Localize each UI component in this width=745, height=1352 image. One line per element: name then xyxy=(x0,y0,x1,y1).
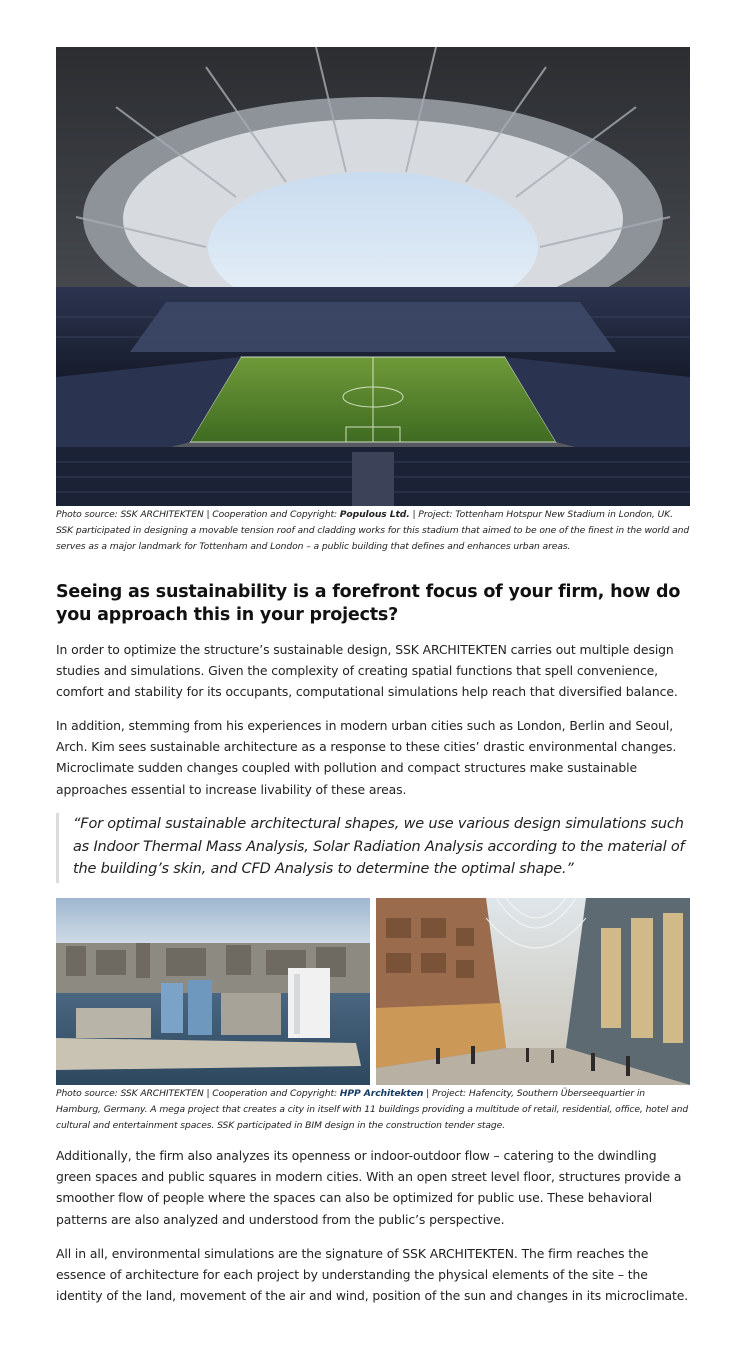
paragraph-openness: Additionally, the firm also analyzes its openness or indoor-outdoor flow – catering to the dwindling green spaces and public squares in modern cities. With an open street level floor, structures provide a smoother flow of people where the spaces can also be optimized for public use. These behavioral patterns are also analyzed and understood from the public’s perspective. xyxy=(56,1148,682,1227)
paragraph-urban-cities: In addition, stemming from his experiences in modern urban cities such as London, Berlin and Seoul, Arch. Kim sees sustainable architecture as a response to these cities’ drastic environmental changes. Microclimate sudden changes coupled with pollution and compact structures make sustainable approaches essential to increase livability of these areas. xyxy=(56,718,677,797)
stadium-photo xyxy=(56,47,690,506)
populous-credit-link[interactable]: Populous Ltd. xyxy=(339,509,410,520)
pull-quote-text: “For optimal sustainable architectural shapes, we use various design simulations such as Indoor Thermal Mass Analysis, Solar Radiation Analysis according to the material of the building’s skin, and CFD Analysis to determine the optimal shape.” xyxy=(73,816,685,877)
paragraph-simulations: In order to optimize the structure’s sustainable design, SSK ARCHITEKTEN carries out multiple design studies and simulations. Given the complexity of creating spatial functions that spell convenience, comfort and stability for its occupants, computational simulations help reach that diversified balance. xyxy=(56,642,678,700)
hafencity-aerial-illustration xyxy=(56,898,370,1085)
caption-text: | Project: Tottenham Hotspur New Stadium in London, UK. SSK participated in designing a movable tension roof and cladding works for this stadium that aimed to be one of the finest in the world and serves as a major landmark for Tottenham and London – a public building that defines and enhances urban areas. xyxy=(56,509,690,552)
caption-text: | Project: Hafencity, Southern Überseequartier in Hamburg, Germany. A mega project that creates a city in itself with 11 buildings providing a multitude of retail, residential, office, hotel and cultural and entertainment spaces. SSK participated in BIM design in the construction tender stage. xyxy=(56,1088,689,1131)
stadium-caption xyxy=(56,507,690,555)
pull-quote xyxy=(56,813,690,883)
stadium-illustration xyxy=(56,47,690,506)
section-heading: Seeing as sustainability is a forefront focus of your firm, how do you approach this in your projects? xyxy=(56,582,681,625)
hafencity-aerial-photo xyxy=(56,898,370,1085)
hpp-credit-link[interactable]: HPP Architekten xyxy=(339,1088,424,1099)
paragraph-signature: All in all, environmental simulations are the signature of SSK ARCHITEKTEN. The firm reaches the essence of architecture for each project by understanding the physical elements of the site – the identity of the land, movement of the air and wind, position of the sun and changes in its microclimate. xyxy=(56,1246,689,1304)
caption-text: Photo source: SSK ARCHITEKTEN | Cooperation and Copyright: xyxy=(56,509,340,520)
hafencity-street-illustration xyxy=(376,898,690,1085)
hafencity-street-photo xyxy=(376,898,690,1085)
caption-text: Photo source: SSK ARCHITEKTEN | Cooperation and Copyright: xyxy=(56,1088,340,1099)
hafencity-caption xyxy=(56,1086,690,1134)
